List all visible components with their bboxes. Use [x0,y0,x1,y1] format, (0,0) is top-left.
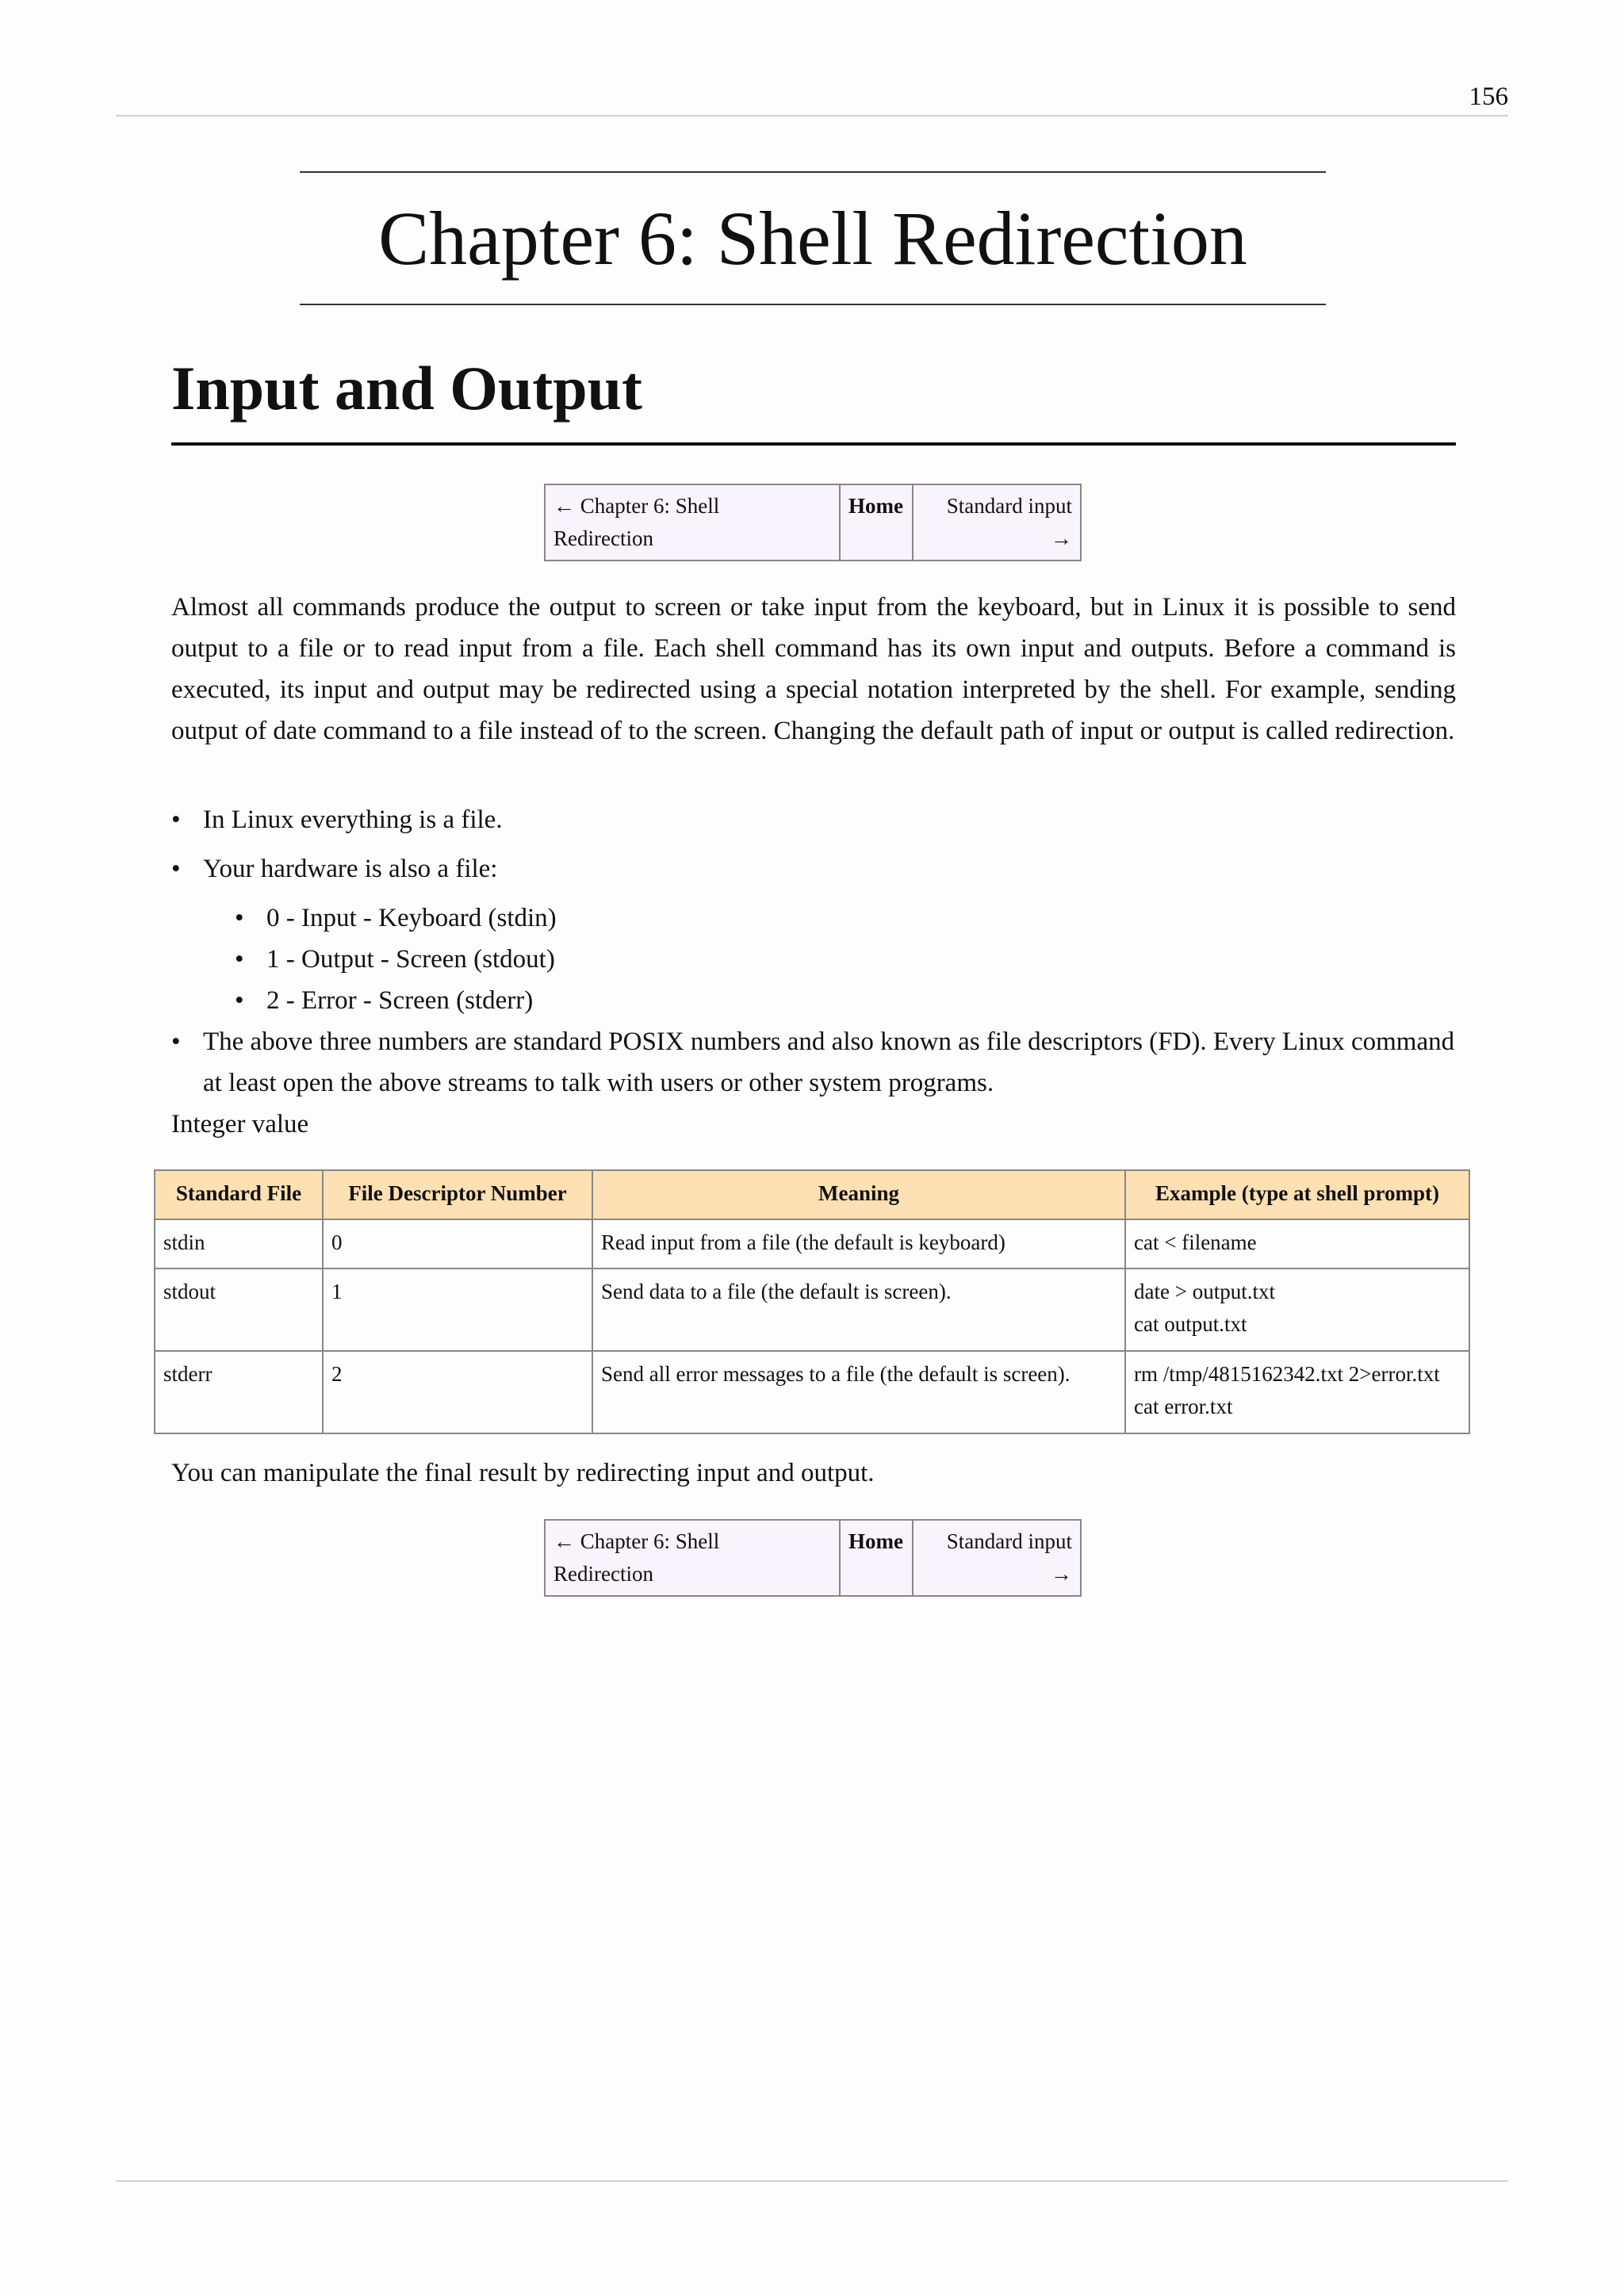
chapter-title: Chapter 6: Shell Redirection [300,171,1326,305]
nav-next-link[interactable] [913,1520,1081,1596]
table-cell: stdout [155,1269,323,1351]
file-descriptor-table [154,1169,1470,1434]
nav-box-top [544,484,1082,561]
bullet-item [171,848,1456,1021]
nav-next-label: Standard input [946,1529,1072,1553]
example-line: cat output.txt [1134,1312,1247,1336]
table-header-row [155,1170,1469,1219]
table-header: Example (type at shell prompt) [1125,1170,1469,1219]
nav-next-arrow: → [1051,526,1072,550]
table-cell: Read input from a file (the default is keyboard) [592,1219,1125,1269]
table-row [155,1219,1469,1269]
footer-rule [116,2180,1508,2182]
nav-home-link[interactable]: Home [840,1520,913,1596]
section-title: Input and Output [171,341,1456,446]
example-line: rm /tmp/4815162342.txt 2>error.txt [1134,1362,1440,1386]
bullet-item: • In Linux everything is a file. [171,799,1456,840]
sub-bullet-item: • 1 - Output - Screen (stdout) [235,939,1456,980]
nav-next-arrow: → [1051,1562,1072,1586]
intro-paragraph: Almost all commands produce the output to screen or take input from the keyboard, but in Linux it is possible to send output to a file or to read input from a file. Each shell command has its own input and outputs. Before a command is executed, its input and output may be redirected using a special notation interpreted by the shell. For example, sending output of date command to a file instead of to the screen. Changing the default path of input or output is called redirection. [171,593,1456,745]
table-cell: 1 [323,1269,592,1351]
table-cell: stderr [155,1351,323,1433]
table-row [155,1351,1469,1433]
integer-value-label: Integer value [171,1110,309,1138]
table-header: Meaning [592,1170,1125,1219]
bullet-item: • The above three numbers are standard POSIX numbers and also known as file descriptors (FD). Every Linux command at least open the above streams to talk with users or other system programs. [171,1021,1456,1104]
table-cell: 2 [323,1351,592,1433]
table-header: File Descriptor Number [323,1170,592,1219]
table-cell: 0 [323,1219,592,1269]
sub-bullet-item: • 2 - Error - Screen (stderr) [235,980,1456,1021]
sub-bullet-list [203,897,1456,1021]
table-cell: cat < filename [1125,1219,1469,1269]
table-header: Standard File [155,1170,323,1219]
nav-prev-label-2: Redirection [553,1562,653,1586]
nav-prev-label: ← Chapter 6: Shell [553,1529,720,1553]
page-number: 156 [1469,82,1508,111]
nav-prev-label-2: Redirection [553,526,653,550]
bullet-list [171,799,1456,1104]
nav-home-link[interactable]: Home [840,484,913,561]
nav-prev-label: ← Chapter 6: Shell [553,494,720,518]
bullet-item-text: Your hardware is also a file: [203,855,498,883]
example-line: date > output.txt [1134,1280,1275,1303]
sub-bullet-item: • 0 - Input - Keyboard (stdin) [235,897,1456,939]
table-cell: stdin [155,1219,323,1269]
example-line: cat error.txt [1134,1395,1233,1418]
closing-paragraph: You can manipulate the final result by redirecting input and output. [171,1459,875,1487]
nav-prev-link[interactable] [545,1520,840,1596]
nav-box-bottom [544,1519,1082,1597]
table-cell: Send data to a file (the default is screen). [592,1269,1125,1351]
nav-prev-link[interactable] [545,484,840,561]
table-row [155,1269,1469,1351]
table-cell: Send all error messages to a file (the default is screen). [592,1351,1125,1433]
nav-next-link[interactable] [913,484,1081,561]
nav-next-label: Standard input [946,494,1072,518]
table-cell [1125,1269,1469,1351]
header-rule [116,115,1508,117]
table-cell [1125,1351,1469,1433]
